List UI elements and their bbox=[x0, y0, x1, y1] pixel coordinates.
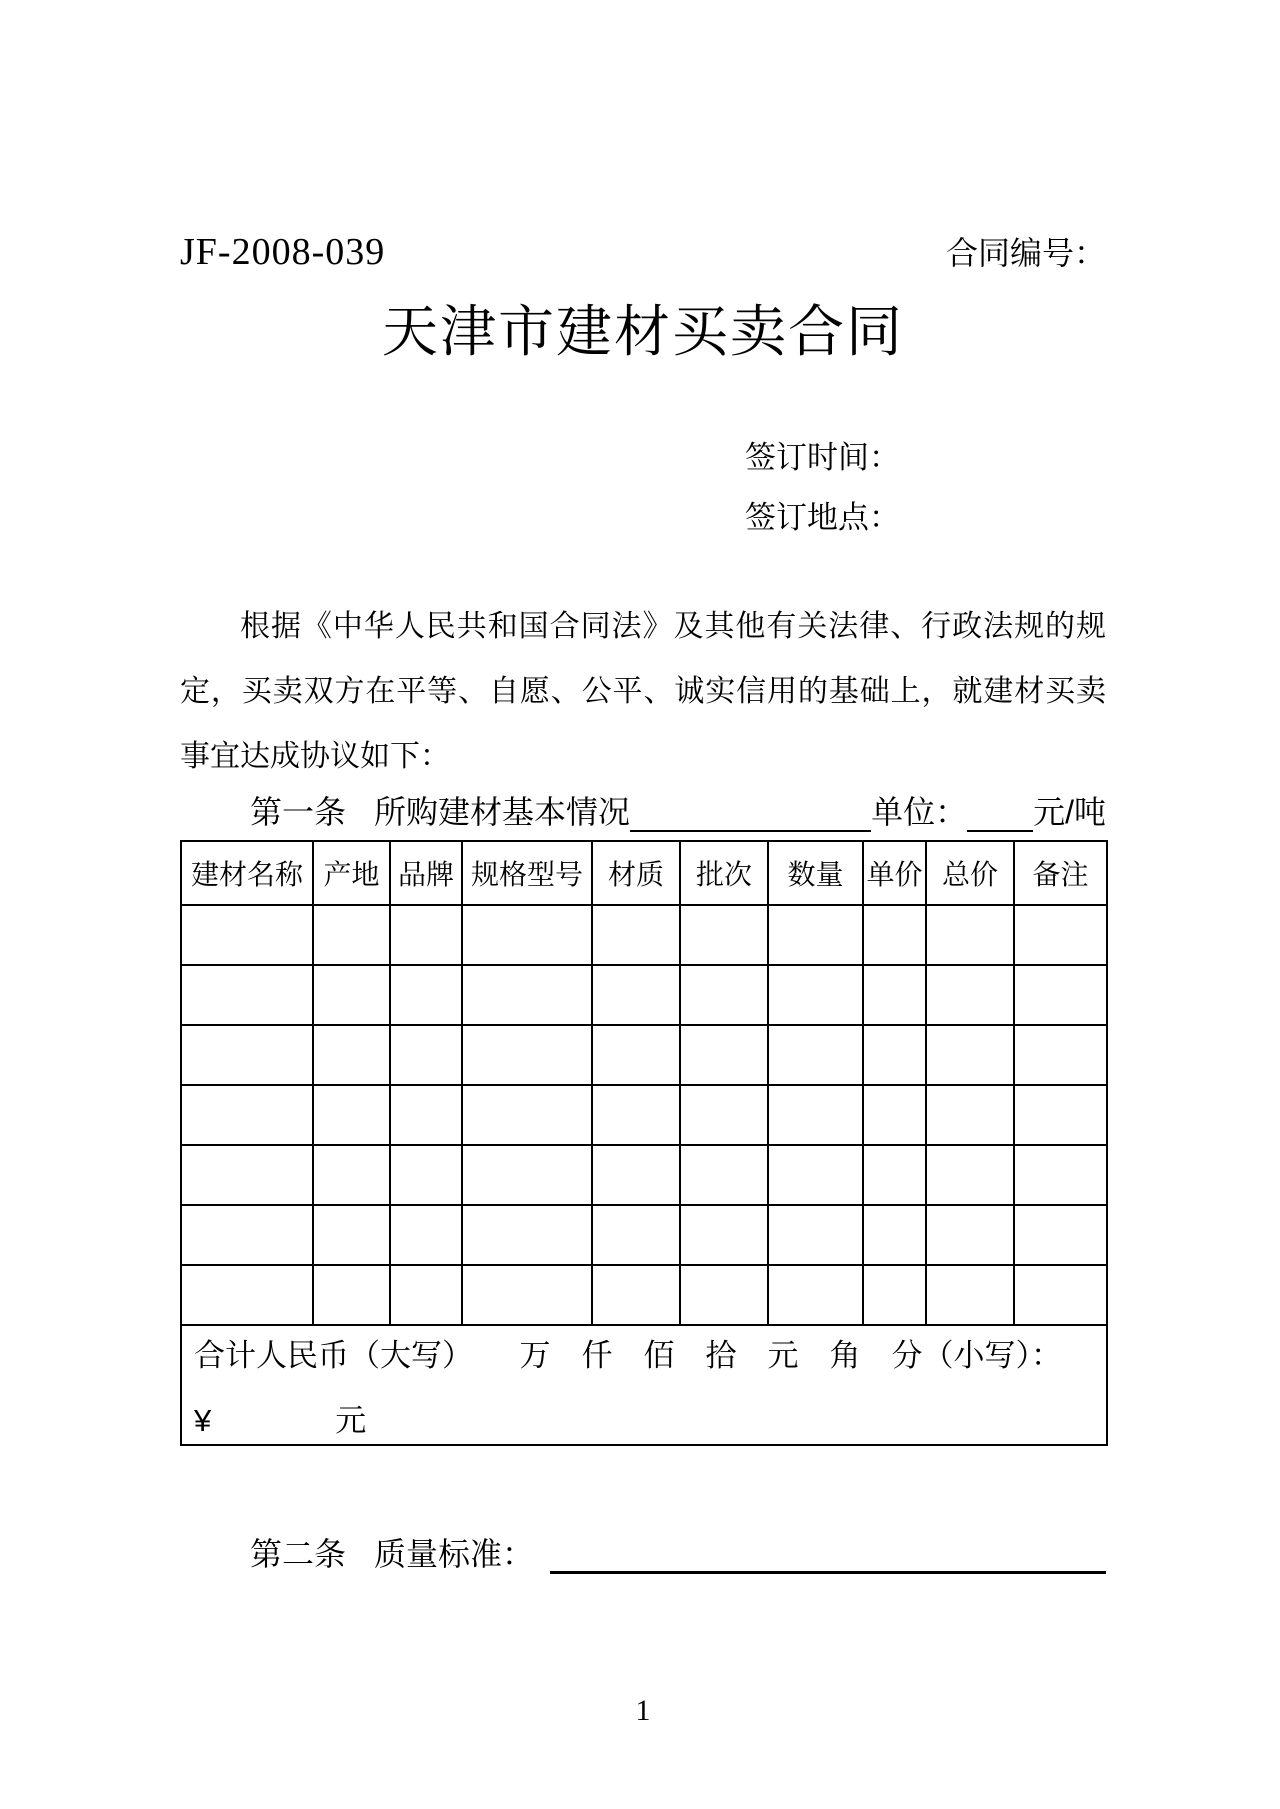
article2-heading: 第二条 bbox=[250, 1536, 347, 1572]
col-header-remarks: 备注 bbox=[1014, 841, 1107, 905]
total-cell bbox=[181, 1325, 1107, 1445]
col-header-quantity: 数量 bbox=[768, 841, 863, 905]
unit-label: 单位： bbox=[871, 794, 968, 830]
article2-heading-line bbox=[180, 1528, 1106, 1574]
col-header-material-name: 建材名称 bbox=[181, 841, 313, 905]
col-header-material: 材质 bbox=[592, 841, 680, 905]
form-code: JF-2008-039 bbox=[180, 231, 386, 273]
signing-info-block bbox=[745, 428, 900, 548]
table-row bbox=[181, 1025, 1107, 1085]
table-row bbox=[181, 1145, 1107, 1205]
article1-heading: 第一条 bbox=[250, 794, 347, 830]
table-row bbox=[181, 965, 1107, 1025]
document-header-row bbox=[180, 228, 1106, 274]
materials-table bbox=[180, 840, 1108, 1446]
sign-place-label: 签订地点： bbox=[745, 500, 900, 535]
unit-suffix: 元/吨 bbox=[1033, 794, 1106, 830]
col-header-spec-model: 规格型号 bbox=[462, 841, 592, 905]
col-header-brand: 品牌 bbox=[390, 841, 462, 905]
quality-standard-blank-line bbox=[550, 1535, 1106, 1574]
unit-blank-line bbox=[967, 794, 1033, 832]
table-header-row bbox=[181, 841, 1107, 905]
sign-time-label: 签订时间： bbox=[745, 440, 900, 475]
table-total-row bbox=[181, 1325, 1107, 1445]
table-row bbox=[181, 1265, 1107, 1325]
intro-line-1: 根据《中华人民共和国合同法》及其他有关法律、行政法规的规 bbox=[240, 610, 1106, 643]
table-row bbox=[181, 1205, 1107, 1265]
intro-line-2: 定，买卖双方在平等、自愿、公平、诚实信用的基础上，就建材买卖 bbox=[180, 675, 1106, 708]
article2-label: 质量标准： bbox=[374, 1536, 535, 1572]
total-amount-caps-line: 合计人民币（大写） 万 仟 佰 拾 元 角 分（小写）： bbox=[194, 1338, 1062, 1373]
intro-line-3: 事宜达成协议如下： bbox=[180, 740, 450, 773]
col-header-origin: 产地 bbox=[313, 841, 390, 905]
article1-heading-line bbox=[180, 788, 1106, 832]
contract-number-label: 合同编号： bbox=[945, 235, 1106, 271]
table-row bbox=[181, 1085, 1107, 1145]
table-row bbox=[181, 905, 1107, 965]
document-title: 天津市建材买卖合同 bbox=[382, 300, 904, 363]
col-header-total-price: 总价 bbox=[926, 841, 1014, 905]
col-header-unit-price: 单价 bbox=[863, 841, 926, 905]
article1-title: 所购建材基本情况 bbox=[374, 794, 631, 830]
col-header-batch: 批次 bbox=[680, 841, 768, 905]
materials-table-wrap bbox=[180, 840, 1106, 1446]
total-amount-numeric-line: ¥ 元 bbox=[194, 1403, 367, 1438]
page-number: 1 bbox=[635, 1694, 651, 1727]
article1-blank-line bbox=[630, 794, 871, 832]
intro-paragraph bbox=[180, 594, 1106, 789]
